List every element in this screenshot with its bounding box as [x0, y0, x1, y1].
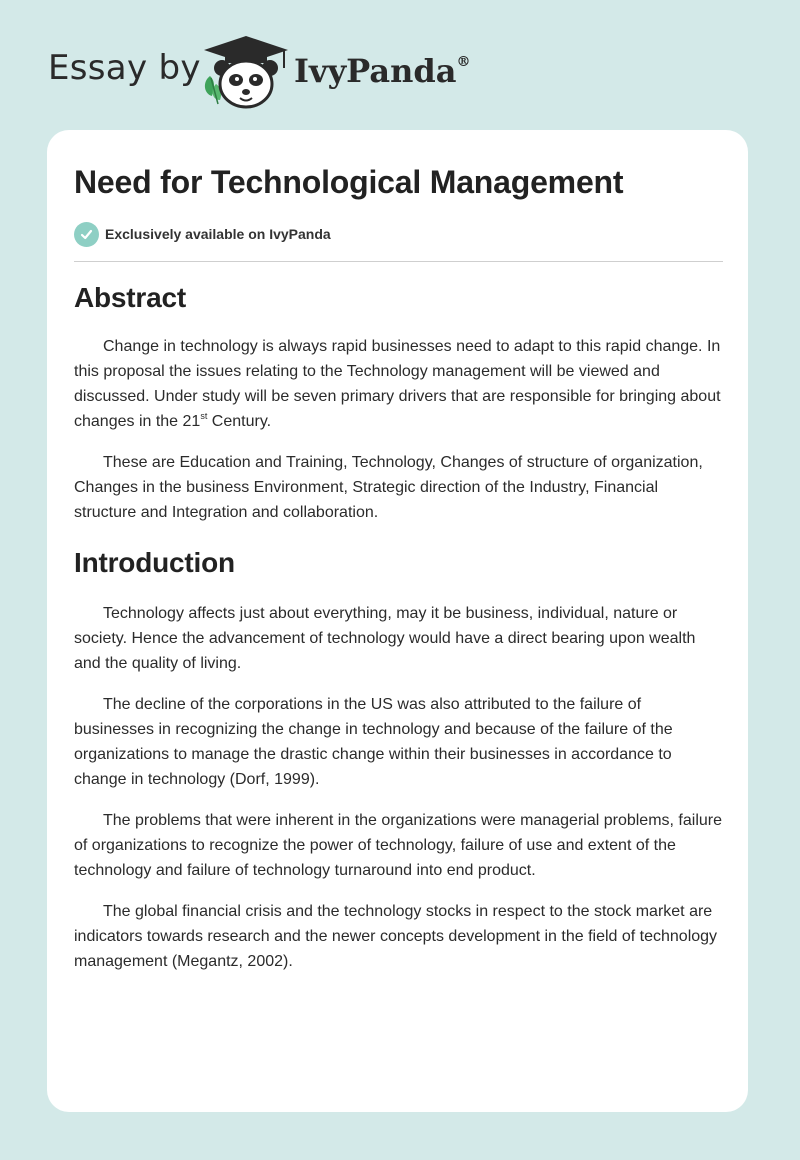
paragraph: These are Education and Training, Technology, Changes of structure of organization, Changes in the business Environment, Strategic direction of the Industry, Financial structure and Integration and collaboration.: [74, 454, 703, 521]
paragraph: Technology affects just about everything, may it be business, individual, nature or society. Hence the advancement of technology would have a direct bearing upon wealth and the quality of living.: [74, 605, 696, 672]
essay-by-label: Essay by: [48, 48, 201, 88]
site-header: [0, 0, 800, 130]
divider: [74, 261, 723, 262]
check-circle-icon: [74, 222, 99, 247]
brand-name[interactable]: IvyPanda®: [294, 52, 471, 90]
exclusive-badge: [74, 221, 331, 247]
registered-mark: ®: [456, 54, 471, 71]
badge-label: Exclusively available on IvyPanda: [105, 226, 331, 242]
section-heading-introduction: Introduction: [74, 547, 235, 578]
paragraph: Change in technology is always rapid businesses need to adapt to this rapid change. In this proposal the issues relating to the Technology management will be viewed and discussed. Under study will be seven primary drivers that are responsible for bringing about changes in the 21st Century.: [74, 338, 721, 430]
paragraph: The problems that were inherent in the organizations were managerial problems, failure of organizations to recognize the power of technology, failure of use and extent of the technology and failure of technology turnaround into end product.: [74, 812, 722, 879]
paragraph: The global financial crisis and the technology stocks in respect to the stock market are indicators towards research and the newer concepts development in the field of technology management (Megantz, 2002).: [74, 903, 718, 970]
paragraph: The decline of the corporations in the US was also attributed to the failure of businesses in recognizing the change in technology and because of the failure of the organizations to manage the drastic change within their businesses in accordance to change in technology (Dorf, 1999).: [74, 696, 673, 788]
essay-body: [74, 278, 724, 990]
section-heading-abstract: Abstract: [74, 282, 186, 313]
page-title: Need for Technological Management: [74, 164, 624, 200]
panda-graduate-icon[interactable]: [200, 34, 292, 110]
essay-card: [47, 130, 748, 1112]
